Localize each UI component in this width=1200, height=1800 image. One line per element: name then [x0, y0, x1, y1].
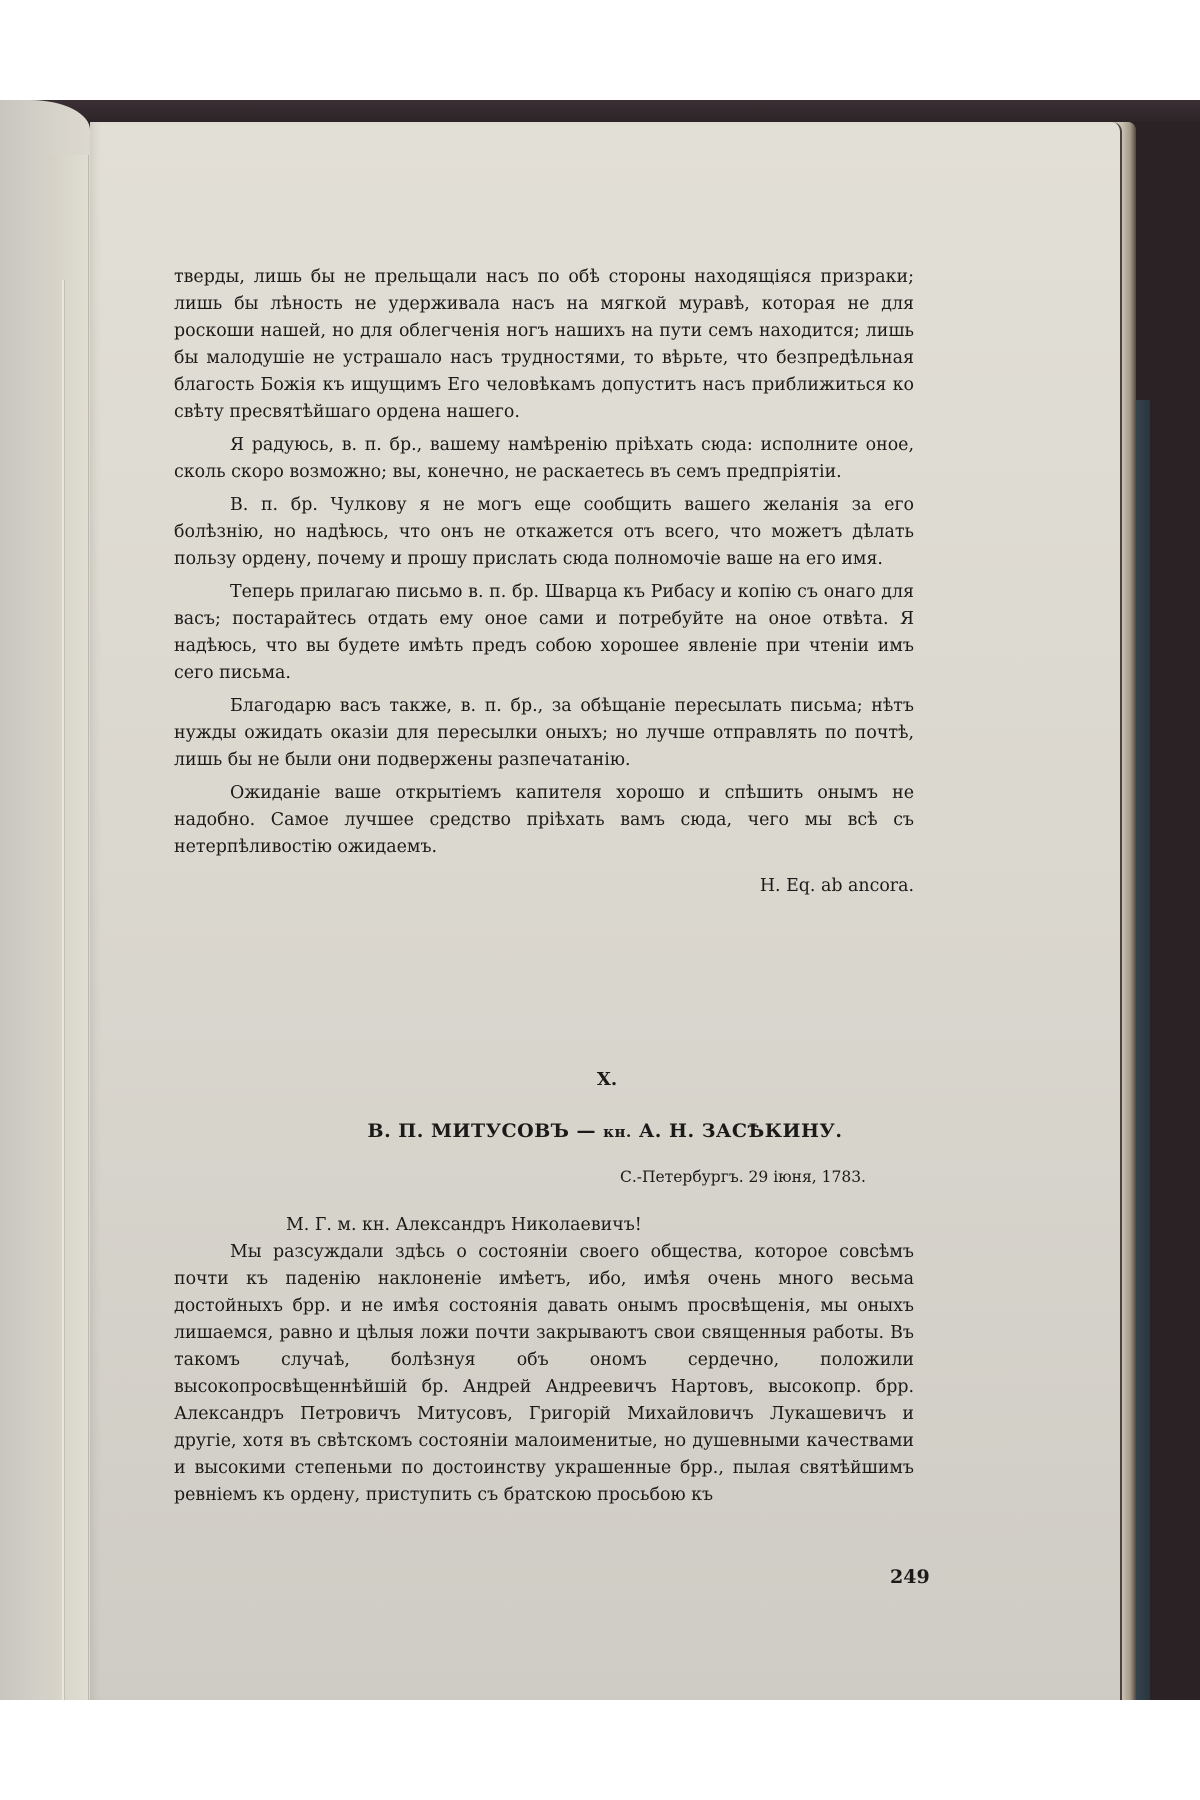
previous-letter-text — [174, 264, 914, 900]
letter-body: Мы разсуждали здѣсь о состояніи своего общества, которое совсѣмъ почти къ паденію наклоненіе имѣетъ, ибо, имѣя очень много весьма достойныхъ брр. и не имѣя состоянія давать онымъ просвѣщенія, мы оныхъ лишаемся, равно и цѣлыя ложи почти закрываютъ свои священныя работы. Въ такомъ случаѣ, болѣзнуя объ ономъ сердечно, положили высокопросвѣщеннѣйшій бр. Андрей Андреевичъ Нартовъ, высокопр. брр. Александръ Петровичъ Митусовъ, Григорій Михайловичъ Лукашевичъ и другіе, хотя въ свѣтскомъ состояніи малоименитые, но душевными качествами и высокими степеньми по достоинству украшенные брр., пылая святѣйшимъ ревніемъ къ ордену, приступить съ братскою просьбою къ — [174, 1242, 914, 1505]
section-number: X. — [596, 1069, 618, 1090]
paragraph: Теперь прилагаю письмо в. п. бр. Шварца къ Рибасу и копію съ онаго для васъ; постарайтесь отдать ему оное сами и потребуйте на оное отвѣта. Я надѣюсь, что вы будете имѣть предъ собою хорошее явленіе при чтеніи имъ сего письма. — [174, 582, 914, 683]
heading-recipient: А. Н. ЗАСѢКИНУ. — [631, 1120, 843, 1142]
binding-gutter — [62, 280, 64, 1700]
letter-heading — [90, 1120, 1120, 1142]
table-surface — [0, 100, 1200, 122]
salutation: М. Г. м. кн. Александръ Николаевичъ! — [286, 1215, 642, 1235]
heading-sender: В. П. МИТУСОВЪ — [367, 1120, 570, 1142]
letter-text — [174, 1212, 914, 1509]
heading-dash: — — [569, 1120, 604, 1142]
heading-title-prefix: кн. — [603, 1123, 632, 1141]
page-number: 249 — [890, 1566, 930, 1588]
signature: H. Eq. ab ancora. — [759, 876, 914, 896]
paragraph: В. п. бр. Чулкову я не могъ еще сообщить вашего желанія за его болѣзнію, но надѣюсь, что онъ не откажется отъ всего, что можетъ дѣлать пользу ордену, почему и прошу прислать сюда полномочіе ваше на его имя. — [174, 495, 914, 569]
binding-leaf — [48, 155, 89, 1700]
paragraph: Ожиданіе ваше открытіемъ капителя хорошо и спѣшить онымъ не надобно. Самое лучшее средство пріѣхать вамъ сюда, чего мы всѣ съ нетерпѣливостію ожидаемъ. — [174, 783, 914, 857]
paragraph: Благодарю васъ также, в. п. бр., за обѣщаніе пересылать письма; нѣтъ нужды ожидать оказіи для пересылки оныхъ; но лучше отправлять по почтѣ, лишь бы не были они подвержены разпечатанію. — [174, 696, 914, 770]
dateline: С.-Петербургъ. 29 іюня, 1783. — [619, 1168, 866, 1186]
book-photo — [0, 100, 1200, 1700]
paragraph: Я радуюсь, в. п. бр., вашему намѣренію пріѣхать сюда: исполните оное, сколь скоро возможно; вы, конечно, не раскаетесь въ семъ предпріятіи. — [174, 435, 914, 482]
continuation-paragraph: тверды, лишь бы не прельщали насъ по обѣ стороны находящіяся призраки; лишь бы лѣность не удерживала насъ на мягкой муравѣ, которая не для роскоши нашей, но для облегченія ногъ нашихъ на пути семъ находится; лишь бы малодушіе не устрашало насъ трудностями, то вѣрьте, что безпредѣльная благость Божія къ ищущимъ Его человѣкамъ допуститъ насъ приближиться ко свѣту пресвятѣйшаго ордена нашего. — [174, 267, 914, 422]
book-page — [90, 122, 1122, 1700]
